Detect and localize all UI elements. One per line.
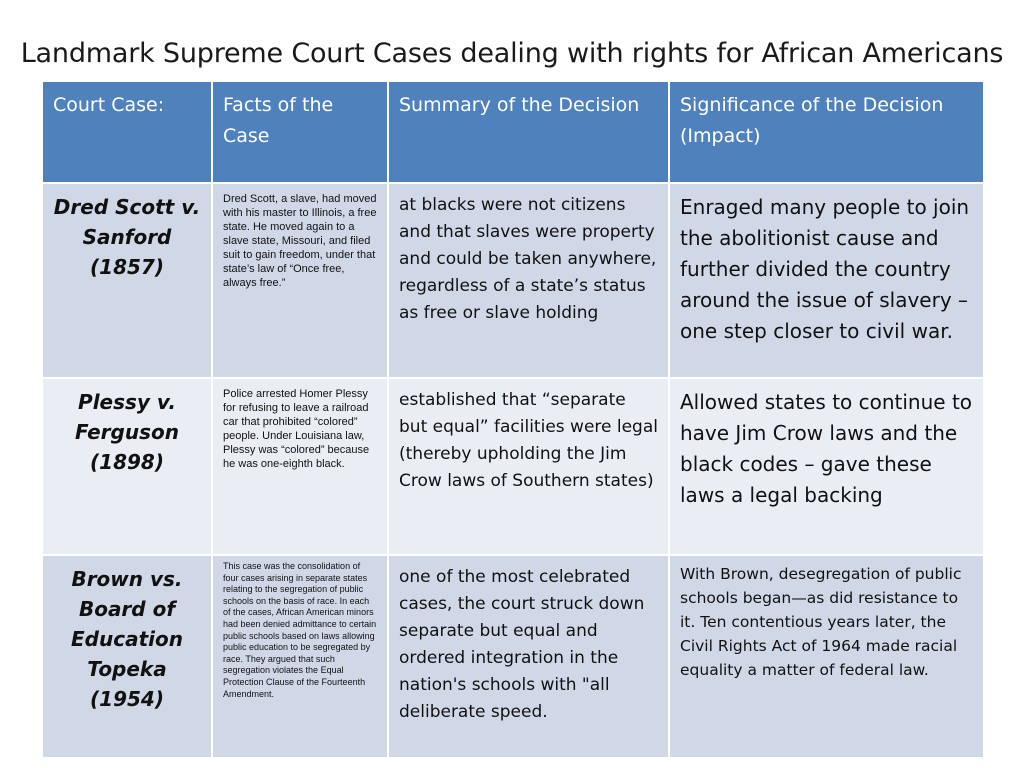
case-name-cell: Brown vs. Board of Education Topeka (1954) — [42, 555, 212, 758]
table-row — [42, 555, 984, 758]
court-cases-table — [41, 80, 985, 759]
impact-cell: Enraged many people to join the abolitionist cause and further divided the country around the issue of slavery – one step closer to civil war. — [669, 183, 984, 378]
header-court-case: Court Case: — [42, 81, 212, 183]
header-significance: Significance of the Decision (Impact) — [669, 81, 984, 183]
facts-cell: Dred Scott, a slave, had moved with his master to Illinois, a free state. He moved again to a slave state, Missouri, and filed suit to gain freedom, under that state’s law of “Once free, always free.” — [212, 183, 388, 378]
facts-cell: This case was the consolidation of four cases arising in separate states relating to the segregation of public schools on the basis of race. In each of the cases, African American minors had been denied admittance to certain public schools based on laws allowing public education to be segregated by race. They argued that such segregation violates the Equal Protection Clause of the Fourteenth Amendment. — [212, 555, 388, 758]
summary-cell: at blacks were not citizens and that slaves were property and could be taken anywhere, regardless of a state’s status as free or slave holding — [388, 183, 669, 378]
impact-cell: With Brown, desegregation of public schools began—as did resistance to it. Ten contentious years later, the Civil Rights Act of 1964 made racial equality a matter of federal law. — [669, 555, 984, 758]
slide-title: Landmark Supreme Court Cases dealing with rights for African Americans — [20, 38, 1004, 69]
header-facts: Facts of the Case — [212, 81, 388, 183]
facts-cell: Police arrested Homer Plessy for refusing to leave a railroad car that prohibited “colored” people. Under Louisiana law, Plessy was “colored” because he was one-eighth black. — [212, 378, 388, 555]
header-summary: Summary of the Decision — [388, 81, 669, 183]
case-name-cell: Dred Scott v. Sanford (1857) — [42, 183, 212, 378]
table-header-row — [42, 81, 984, 183]
case-name-cell: Plessy v. Ferguson (1898) — [42, 378, 212, 555]
summary-cell: established that “separate but equal” facilities were legal (thereby upholding the Jim Crow laws of Southern states) — [388, 378, 669, 555]
summary-cell: one of the most celebrated cases, the court struck down separate but equal and ordered integration in the nation's schools with "all deliberate speed. — [388, 555, 669, 758]
table-row — [42, 183, 984, 378]
table-row — [42, 378, 984, 555]
impact-cell: Allowed states to continue to have Jim Crow laws and the black codes – gave these laws a legal backing — [669, 378, 984, 555]
